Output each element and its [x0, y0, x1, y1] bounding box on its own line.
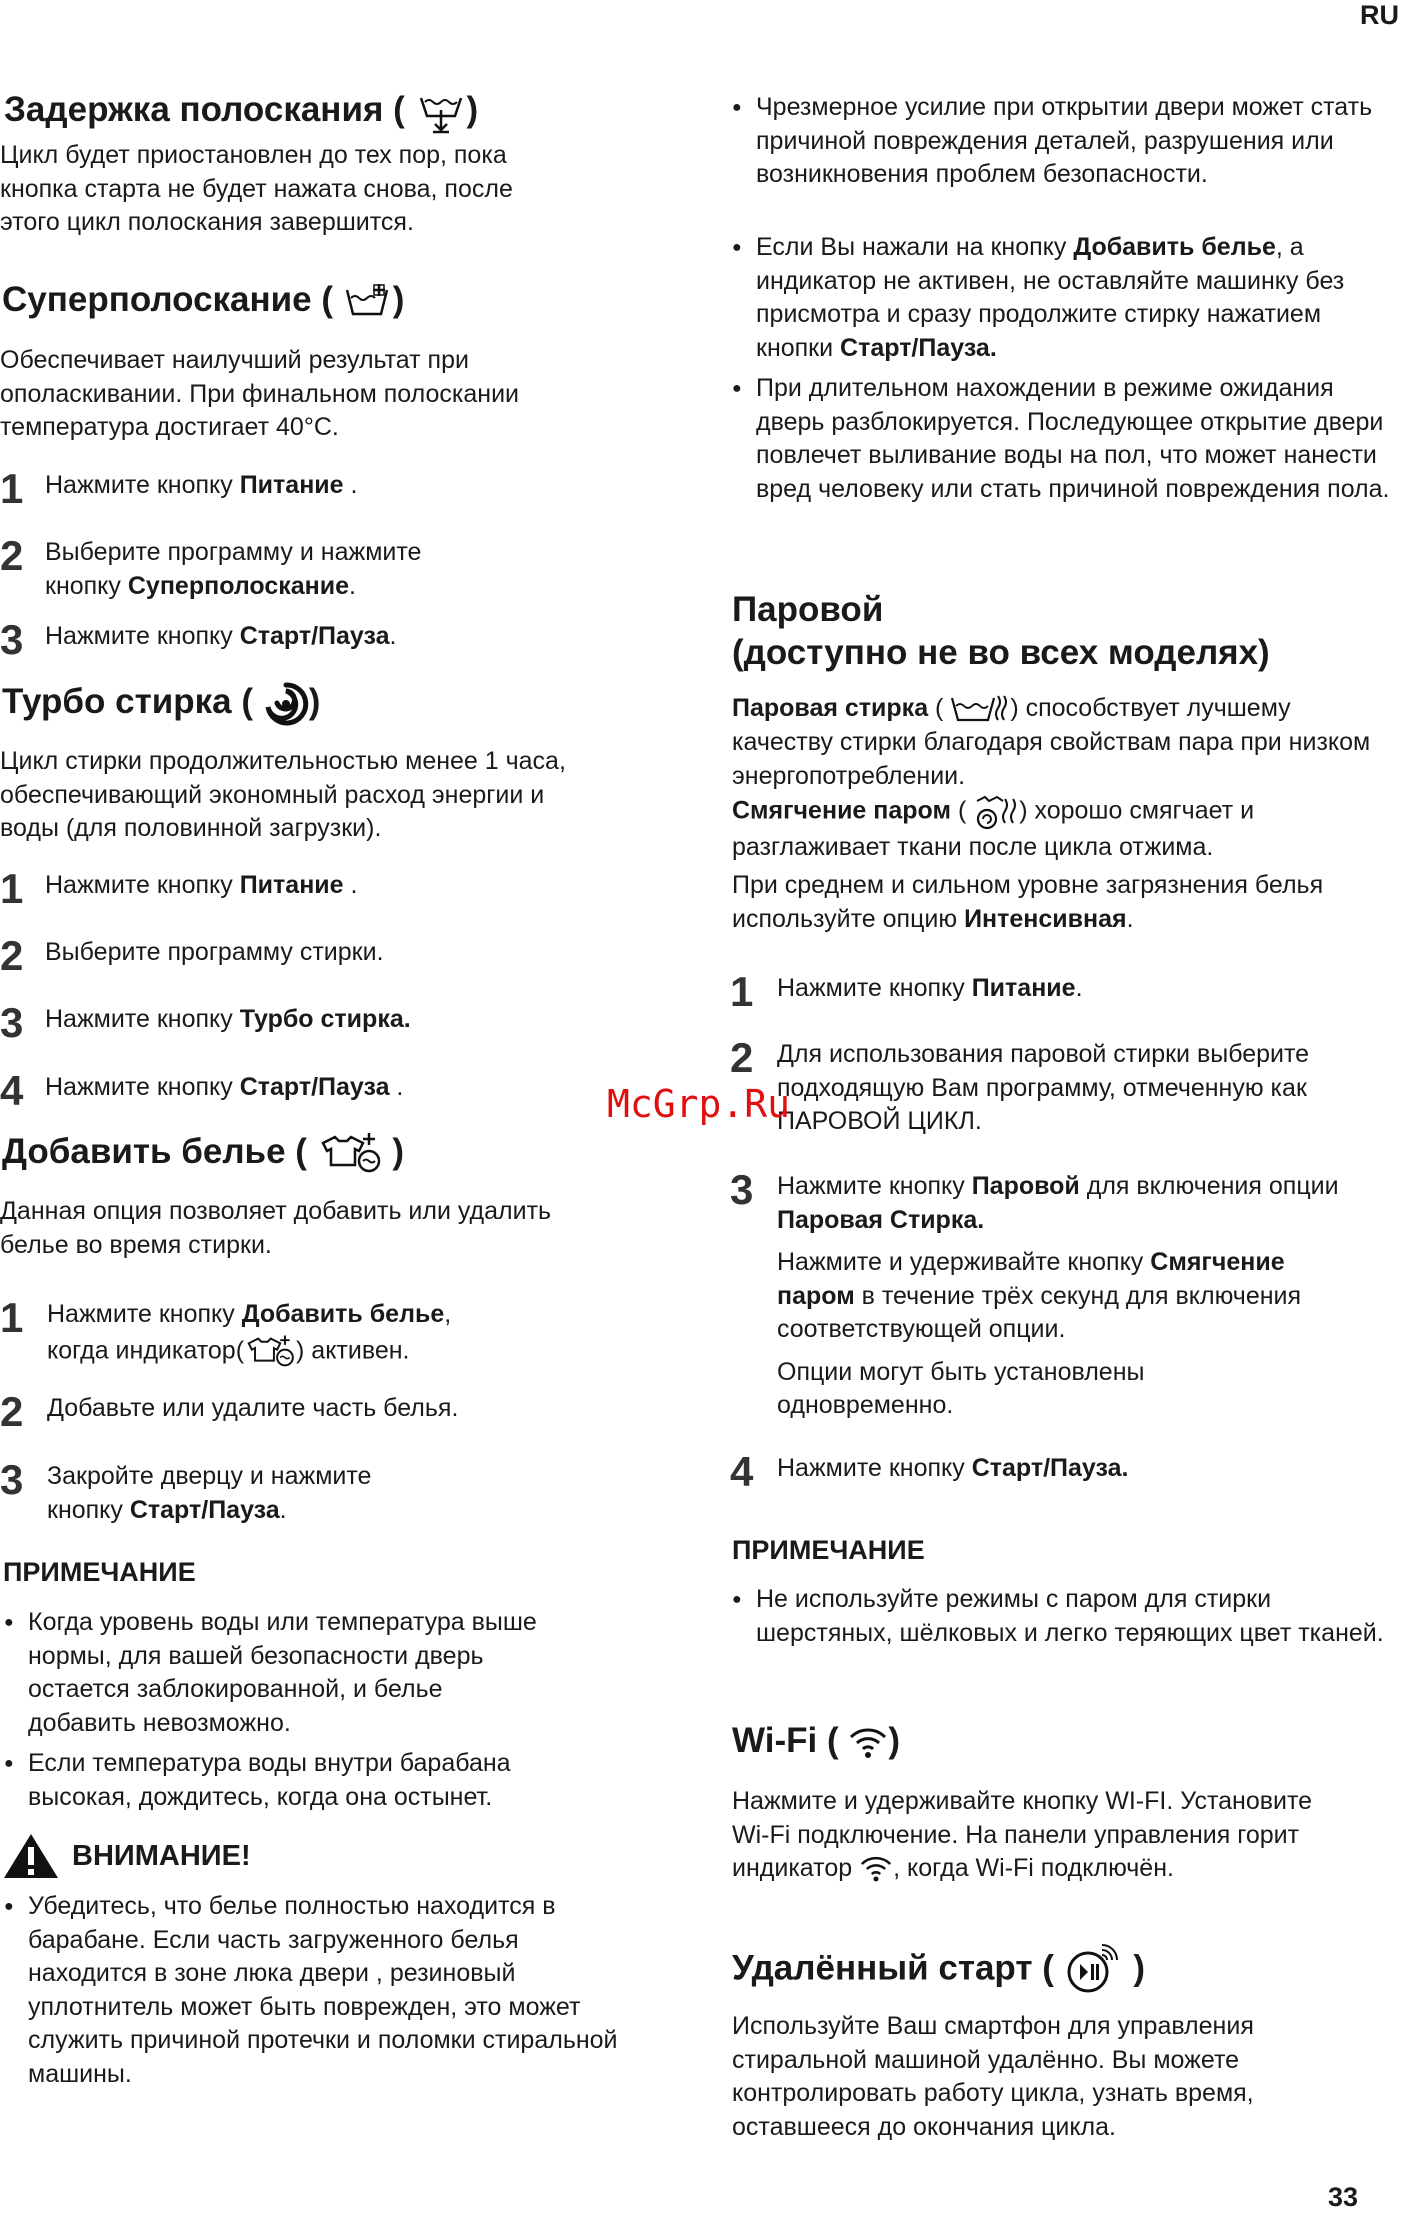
step-post: . [343, 471, 358, 499]
step-text: Нажмите кнопку [777, 1172, 972, 1200]
step-number: 4 [730, 1448, 754, 1495]
step-number: 1 [0, 465, 24, 512]
step-text: Добавьте или удалите часть белья. [47, 1394, 459, 1422]
step-bold-2: Паровая Стирка. [777, 1205, 985, 1234]
wifi-text-b: , когда Wi-Fi подключён. [893, 1854, 1174, 1882]
intensive-bold: Интенсивная [964, 904, 1127, 933]
step-post: . [389, 622, 397, 650]
wifi-text-a: Нажмите и удерживайте кнопку WI-FI. Установите Wi-Fi подключение. На панели управления горит индикатор [732, 1787, 1313, 1882]
steam-wash-label: Паровая стирка [732, 694, 929, 722]
step-number: 4 [0, 1067, 24, 1114]
step-number: 1 [0, 865, 24, 912]
step-text: Нажмите кнопку [47, 1300, 242, 1328]
step-text: Нажмите кнопку [777, 1454, 972, 1482]
step-bold: Суперполоскание [127, 571, 350, 600]
right-bullet-2 [732, 231, 1396, 365]
step-bold: Старт/Пауза [239, 1073, 390, 1101]
intensive-text: При среднем и сильном уровне загрязнения белья используйте опцию [732, 871, 1324, 933]
remote-start-icon [1064, 1944, 1124, 1996]
step-post: , [444, 1300, 452, 1328]
warning-icon [2, 1832, 60, 1880]
step-post: . [279, 1495, 287, 1524]
rinse-hold-icon [415, 90, 467, 134]
para2-text: Нажмите и удерживайте кнопку [777, 1248, 1151, 1276]
step-text: Нажмите кнопку [45, 871, 240, 899]
add-laundry-indicator-icon [244, 1332, 296, 1372]
steam-title-line1: Паровой [732, 590, 884, 629]
step-bold: Старт/Пауза [129, 1495, 280, 1524]
note-item-1: ● Когда уровень воды или температура выше нормы, для вашей безопасности дверь остается заблокированной, и белье добавить невозможно. [4, 1606, 548, 1740]
step-number: 1 [730, 968, 754, 1015]
rinse-hold-text: Цикл будет приостановлен до тех пор, пока кнопка старта не будет нажата снова, после этого цикл полоскания завершится. [0, 141, 513, 236]
note-item-2: ● Если температура воды внутри барабана высокая, дождитесь, когда она остынет. [4, 1747, 588, 1814]
steam-title-line2: (доступно не во всех моделях) [732, 633, 1270, 672]
steam-soften-icon [973, 793, 1019, 831]
turbo-heading: Турбо стирка ( ) [2, 680, 320, 727]
steam-step-4 [730, 1448, 1370, 1508]
step-post: . [343, 871, 358, 899]
steam-step-1 [730, 968, 1370, 1028]
turbo-title: Турбо стирка [2, 682, 232, 721]
turbo-icon [263, 681, 309, 727]
super-rinse-step-1 [0, 465, 600, 525]
step-post: . [389, 1073, 404, 1101]
bullet-bold: Добавить белье [1073, 233, 1276, 261]
step-number: 2 [0, 1388, 24, 1435]
warning-item-1: ● Убедитесь, что белье полностью находится в барабане. Если часть загруженного белья находится в зоне люка двери , резиновый уплотнитель может быть поврежден, это может служить причиной протечки и поломки стиральной машины. [4, 1890, 638, 2091]
super-rinse-icon [343, 280, 393, 324]
note-title: ПРИМЕЧАНИЕ [3, 1557, 196, 1587]
steam-soften-label: Смягчение паром [732, 796, 951, 825]
watermark: McGrp.Ru [607, 1082, 791, 1126]
step-bold: Паровой [971, 1172, 1080, 1200]
step-number: 2 [730, 1034, 754, 1081]
super-rinse-text: Обеспечивает наилучший результат при ополаскивании. При финальном полоскании температура достигает 40°C. [0, 346, 519, 441]
page-number: 33 [1327, 2182, 1358, 2212]
intensive-post: . [1126, 904, 1134, 933]
step-text: Закройте дверцу и нажмите кнопку [47, 1462, 372, 1524]
step-bold: Питание [239, 871, 344, 899]
steam-wash-icon [950, 692, 1010, 726]
remote-start-heading: Удалённый старт ( ) [732, 1944, 1145, 1996]
add-laundry-step-3 [0, 1456, 480, 1526]
turbo-text: Цикл стирки продолжительностью менее 1 часа, обеспечивающий экономный расход энергии и воды (для половинной загрузки). [0, 747, 566, 842]
step-text-2b: ) активен. [296, 1336, 410, 1365]
right-bullet-1: ● Чрезмерное усилие при открытии двери может стать причиной повреждения деталей, разрушения или возникновения проблем безопасности. [732, 91, 1376, 192]
step-text: Выберите программу и нажмите кнопку [45, 538, 422, 600]
bullet-bold-2: Старт/Пауза. [840, 333, 997, 362]
steam-step-3 [730, 1166, 1370, 1426]
right-bullet-3: ● При длительном нахождении в режиме ожидания дверь разблокируется. Последующее открытие двери повлечет выливание воды на пол, что может нанести вред человеку или стать причиной повреждения пола. [732, 372, 1396, 506]
wifi-indicator-icon [859, 1854, 893, 1884]
step-number: 3 [0, 616, 24, 663]
step-number: 3 [0, 999, 24, 1046]
step-post: . [349, 571, 356, 600]
wifi-heading: Wi-Fi ( ) [732, 1721, 900, 1760]
step-number: 3 [730, 1166, 754, 1213]
add-laundry-icon [317, 1131, 383, 1177]
step-text: Нажмите кнопку [45, 1005, 240, 1033]
step-3-para-2 [777, 1246, 1347, 1347]
steam-wash-paragraph [732, 692, 1372, 793]
steam-heading [732, 588, 1270, 674]
step-bold: Старт/Пауза [239, 622, 390, 650]
turbo-step-1 [0, 865, 600, 925]
step-bold: Добавить белье [241, 1300, 445, 1328]
turbo-step-3 [0, 999, 600, 1059]
wifi-title: Wi-Fi [732, 1721, 818, 1760]
warning-title: ВНИМАНИЕ! [72, 1839, 251, 1872]
remote-start-title: Удалённый старт [732, 1948, 1033, 1988]
rinse-hold-title: Задержка полоскания [4, 90, 384, 129]
remote-start-text: Используйте Ваш смартфон для управления стиральной машиной удалённо. Вы можете контролировать работу цикла, узнать время, оставшееся до окончания цикла. [732, 2012, 1254, 2141]
add-laundry-title: Добавить белье [2, 1132, 286, 1171]
step-text: Нажмите кнопку [45, 622, 240, 650]
steam-intensive-paragraph [732, 869, 1352, 936]
para2-post: в течение трёх секунд для включения соответствующей опции. [777, 1281, 1302, 1343]
add-laundry-step-2 [0, 1388, 640, 1448]
step-text: Нажмите кнопку [777, 974, 972, 1002]
step-3-para-3: Опции могут быть установлены одновременно. [777, 1357, 1145, 1419]
super-rinse-title: Суперполоскание [2, 280, 312, 319]
step-text: Нажмите кнопку [45, 471, 240, 499]
steam-step-2 [730, 1034, 1370, 1144]
step-number: 2 [0, 932, 24, 979]
super-rinse-step-2 [0, 532, 480, 602]
step-text: Нажмите кнопку [45, 1073, 240, 1101]
add-laundry-step-1 [0, 1294, 640, 1374]
super-rinse-heading: Суперполоскание ( ) [2, 278, 404, 324]
step-bold: Питание [971, 974, 1076, 1002]
step-text: Выберите программу стирки. [45, 938, 384, 966]
super-rinse-step-3 [0, 616, 600, 676]
steam-note-item: ● Не используйте режимы с паром для стирки шерстяных, шёлковых и легко теряющих цвет тканей. [732, 1583, 1386, 1650]
add-laundry-text: Данная опция позволяет добавить или удалить белье во время стирки. [0, 1197, 552, 1259]
step-number: 3 [0, 1456, 24, 1503]
steam-soften-paren: ( [951, 796, 974, 825]
add-laundry-heading: Добавить белье ( ) [2, 1130, 404, 1177]
turbo-step-2 [0, 932, 600, 992]
wifi-text [732, 1785, 1352, 1886]
steam-wash-text: ) способствует лучшему качеству стирки благодаря свойствам пара при низком энергопотреблении. [732, 694, 1371, 790]
step-mid: для включения опции [1079, 1172, 1339, 1200]
turbo-step-4 [0, 1067, 600, 1127]
steam-soften-text: ) хорошо смягчает и разглаживает ткани после цикла отжима. [732, 796, 1255, 861]
bullet-text: Если Вы нажали на кнопку [756, 233, 1074, 261]
para2-bold: Смягчение паром [777, 1248, 1285, 1310]
step-bold: Питание [239, 471, 344, 499]
steam-wash-paren: ( [928, 694, 951, 722]
step-number: 2 [0, 532, 24, 579]
rinse-hold-heading: Задержка полоскания ( ) [4, 88, 478, 134]
steam-soften-paragraph [732, 793, 1372, 865]
step-bold: Старт/Пауза. [971, 1454, 1129, 1482]
steam-note-title: ПРИМЕЧАНИЕ [732, 1535, 925, 1565]
step-number: 1 [0, 1294, 24, 1341]
step-text-2a: когда индикатор( [47, 1336, 245, 1365]
step-text: Для использования паровой стирки выберите подходящую Вам программу, отмеченную как ПАРОВОЙ ЦИКЛ. [777, 1040, 1310, 1135]
language-label: RU [1360, 0, 1399, 30]
step-bold: Турбо стирка. [239, 1005, 411, 1033]
bullet-mid: , а индикатор не активен, не оставляйте машинку без присмотра и сразу продолжите стирку нажатием кнопки [756, 233, 1345, 362]
wifi-icon [848, 1725, 888, 1761]
warning-heading [2, 1832, 251, 1880]
step-post: . [1075, 974, 1083, 1002]
